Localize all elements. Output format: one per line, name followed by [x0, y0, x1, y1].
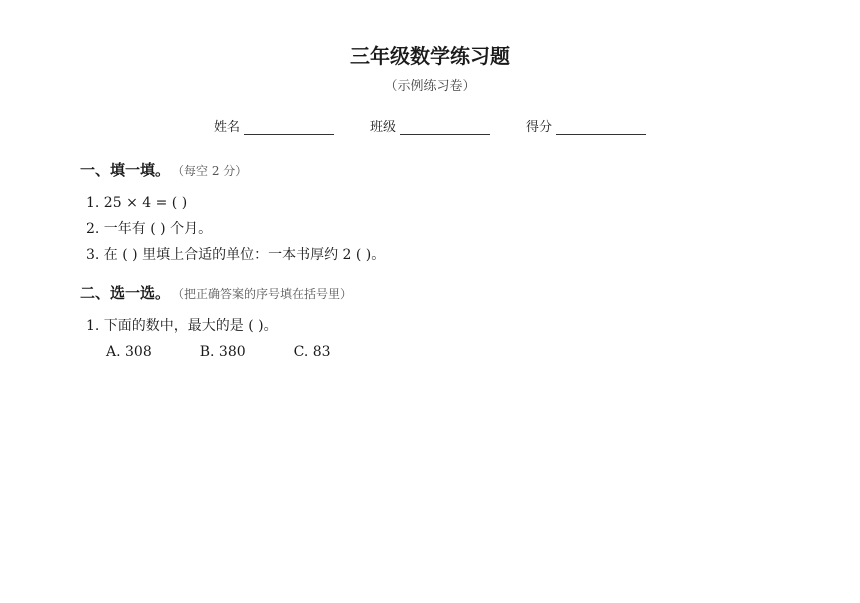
question-item: 1. 25 × 4 = ( ) [86, 195, 188, 211]
page-title: 三年级数学练习题 [350, 44, 510, 68]
answer-options [106, 339, 780, 365]
blank-line [244, 120, 334, 135]
blank-line [400, 120, 490, 135]
section-title: 二、选一选。 [80, 284, 171, 302]
answer-option: C. 83 [293, 344, 331, 360]
info-field-score [526, 116, 646, 135]
section-title: 一、填一填。 [80, 161, 171, 179]
info-label: 得分 [526, 120, 553, 135]
section-note: （把正确答案的序号填在括号里） [178, 287, 353, 301]
section-heading [80, 159, 780, 180]
answer-option: A. 308 [106, 344, 152, 360]
question-item: 2. 一年有 ( ) 个月。 [86, 221, 213, 237]
section-heading [80, 282, 780, 303]
question-item: 1. 下面的数中，最大的是 ( )。 [86, 318, 278, 334]
info-label: 姓名 [213, 120, 240, 135]
page-subtitle: （示例练习卷） [384, 79, 476, 94]
section-note: （每空 2 分） [178, 164, 248, 178]
info-label: 班级 [369, 120, 396, 135]
answer-option: B. 380 [199, 344, 246, 360]
info-field-class [370, 116, 490, 135]
student-info [80, 116, 780, 135]
blank-line [556, 120, 646, 135]
question-item: 3. 在 ( ) 里填上合适的单位：一本书厚约 2 ( )。 [86, 247, 386, 263]
info-field-name [214, 116, 334, 135]
